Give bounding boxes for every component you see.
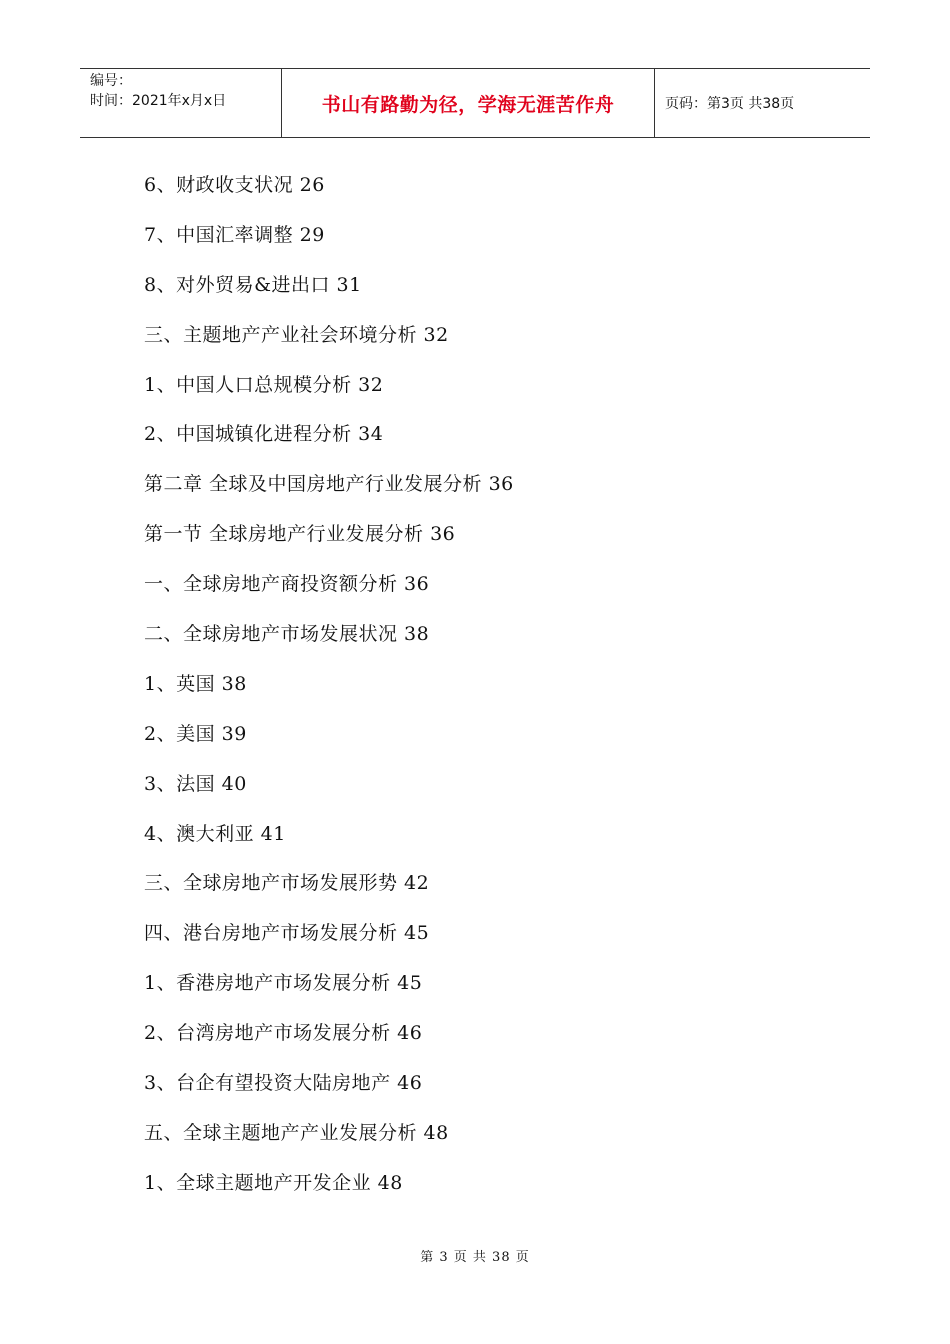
toc-entry: 4、澳大利亚 41 xyxy=(144,822,286,845)
toc-entry: 8、对外贸易&进出口 31 xyxy=(144,273,362,296)
toc-entry: 3、法国 40 xyxy=(144,772,247,795)
document-time-label: 时间：2021年x月x日 xyxy=(90,93,227,109)
toc-entry: 四、港台房地产市场发展分析 45 xyxy=(144,922,430,945)
toc-entry: 二、全球房地产市场发展状况 38 xyxy=(144,623,430,646)
toc-entry: 1、全球主题地产开发企业 48 xyxy=(144,1171,403,1194)
toc-entry: 1、香港房地产市场发展分析 45 xyxy=(144,972,423,995)
header-page-info: 页码：第3页 共38页 xyxy=(665,96,795,112)
toc-entry: 五、全球主题地产产业发展分析 48 xyxy=(144,1121,449,1144)
header-meta xyxy=(80,69,282,137)
page-header xyxy=(80,68,870,138)
toc-entry: 6、财政收支状况 26 xyxy=(144,174,325,196)
toc-entry: 1、中国人口总规模分析 32 xyxy=(144,373,384,396)
toc-entry: 2、美国 39 xyxy=(144,722,247,745)
toc-entry: 一、全球房地产商投资额分析 36 xyxy=(144,573,430,596)
toc-entry: 第二章 全球及中国房地产行业发展分析 36 xyxy=(144,473,514,496)
document-number-label: 编号： xyxy=(90,73,132,89)
table-of-contents xyxy=(144,160,514,1208)
page-footer: 第 3 页 共 38 页 xyxy=(420,1250,530,1265)
toc-entry: 三、主题地产产业社会环境分析 32 xyxy=(144,323,449,346)
toc-entry: 2、台湾房地产市场发展分析 46 xyxy=(144,1022,423,1045)
toc-entry: 1、英国 38 xyxy=(144,672,247,695)
header-motto: 书山有路勤为径，学海无涯苦作舟 xyxy=(282,69,655,137)
toc-entry: 3、台企有望投资大陆房地产 46 xyxy=(144,1072,423,1095)
toc-entry: 2、中国城镇化进程分析 34 xyxy=(144,423,384,446)
toc-entry: 三、全球房地产市场发展形势 42 xyxy=(144,872,430,895)
toc-entry: 7、中国汇率调整 29 xyxy=(144,223,325,246)
toc-entry: 第一节 全球房地产行业发展分析 36 xyxy=(144,523,456,546)
